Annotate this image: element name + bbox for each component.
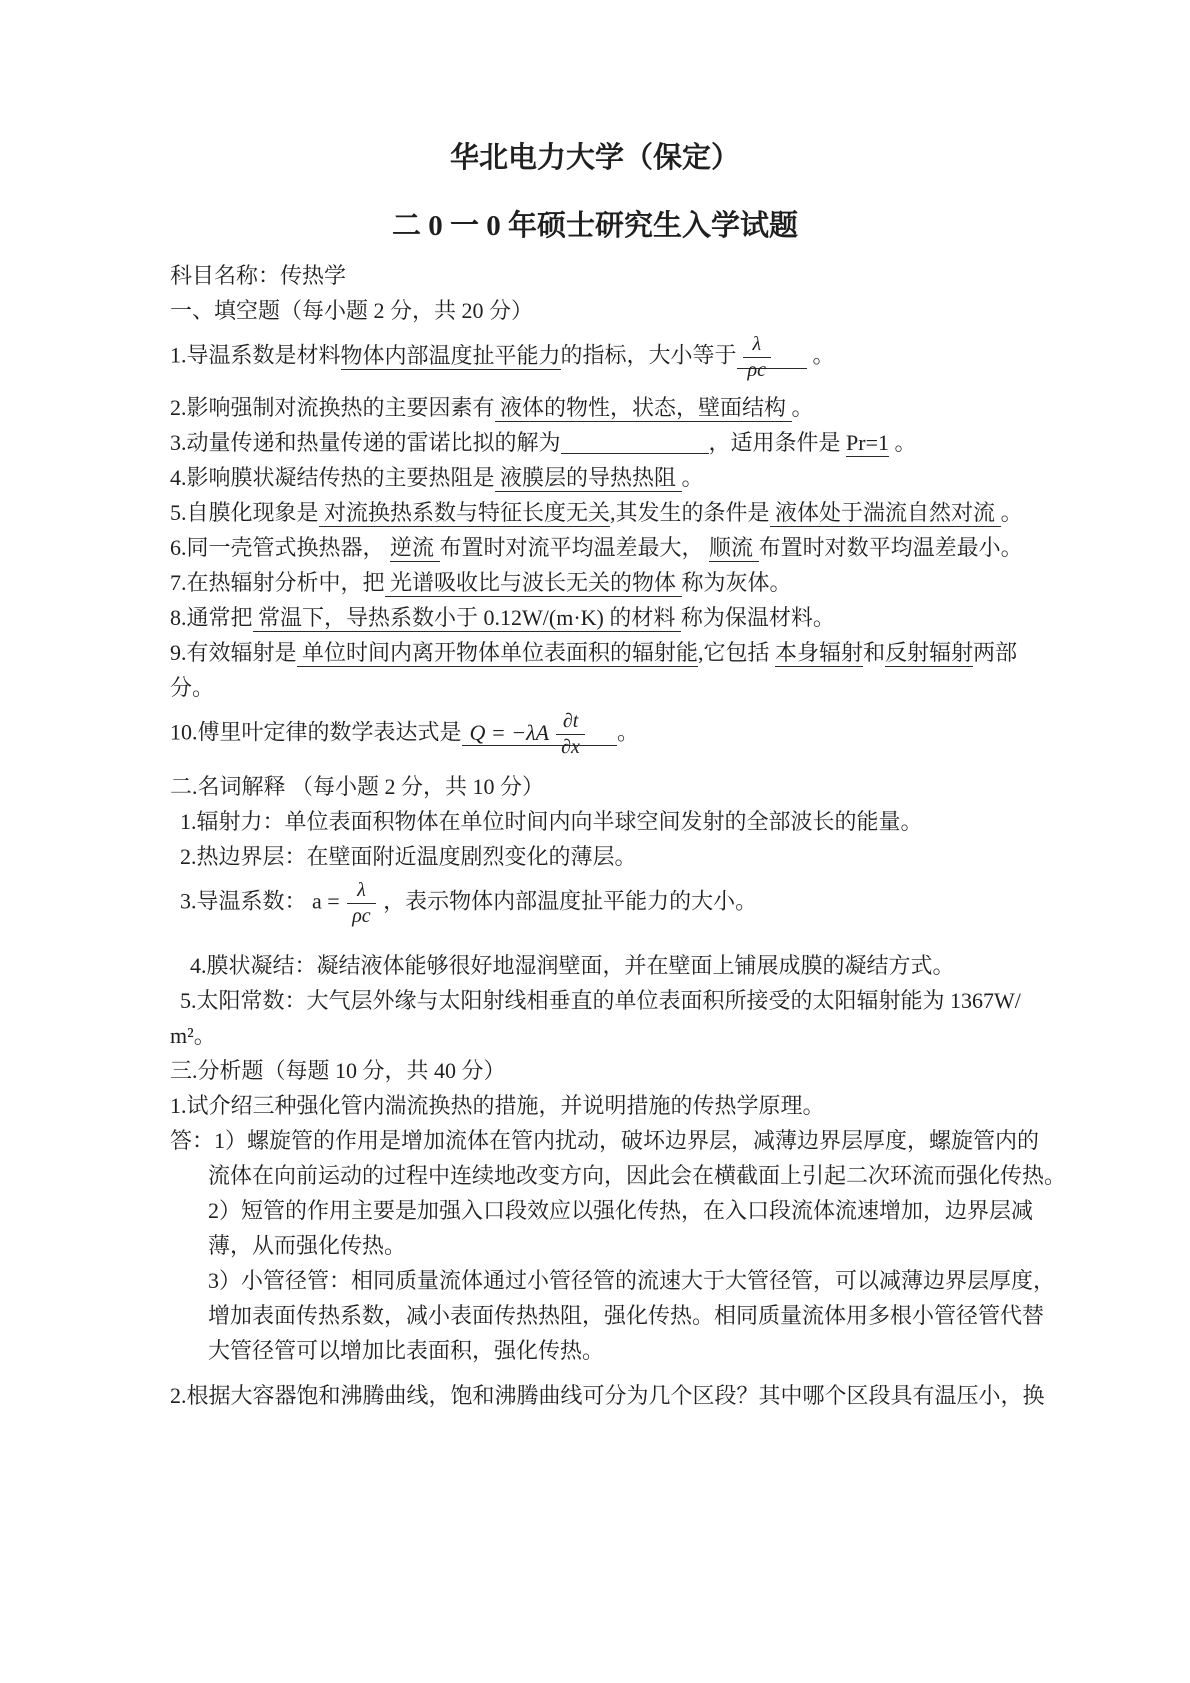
definition-item-2 xyxy=(170,839,1040,874)
text-segment: 2）短管的作用主要是加强入口段效应以强化传热，在入口段流体流速增加，边界层减 xyxy=(208,1198,1034,1223)
underlined-answer: 逆流 xyxy=(390,535,440,560)
text-segment: 。 xyxy=(791,395,814,420)
text-segment: 6.同一壳管式换热器， xyxy=(170,535,391,560)
text-segment: 3.导温系数： a = xyxy=(180,888,346,914)
text-segment: 称为灰体。 xyxy=(681,570,792,595)
text-segment: 3）小管径管：相同质量流体通过小管径管的流速大于大管径管，可以减薄边界层厚度， xyxy=(208,1268,1056,1293)
text-segment: 2.热边界层：在壁面附近温度剧烈变化的薄层。 xyxy=(180,844,637,869)
exam-title: 二 0 一 0 年硕士研究生入学试题 xyxy=(391,210,798,242)
fill-blank-item-1 xyxy=(170,333,1040,382)
text-segment: 3.动量传递和热量传递的雷诺比拟的解为 xyxy=(170,430,561,455)
analysis-question-2 xyxy=(170,1378,1045,1413)
underlined-answer: 液体处于湍流自然对流 xyxy=(769,500,1001,525)
analysis-question-1 xyxy=(170,1088,1040,1123)
underlined-answer: 对流换热系数与特征长度无关 xyxy=(318,500,611,525)
underlined-answer: 液膜层的导热热阻 xyxy=(494,465,682,490)
fraction-denominator: ρc xyxy=(747,359,767,381)
text-segment: 5.自膜化现象是 xyxy=(170,500,319,525)
underlined-answer: 物体内部温度扯平能力 xyxy=(340,342,561,368)
definition-item-4 xyxy=(170,948,1040,983)
fraction xyxy=(741,333,773,382)
section-1-heading xyxy=(170,293,1040,328)
fill-blank-item-3 xyxy=(170,425,1040,460)
definition-item-1 xyxy=(170,804,1040,839)
section-3-heading xyxy=(170,1053,1040,1088)
blank-line xyxy=(561,453,709,454)
text-segment: 三.分析题（每题 10 分，共 40 分） xyxy=(170,1058,506,1083)
section-2-heading xyxy=(170,769,1040,804)
underlined-answer: 液体的物性，状态，壁面结构 xyxy=(494,395,792,420)
text-segment: 4.膜状凝结：凝结液体能够很好地湿润壁面，并在壁面上铺展成膜的凝结方式。 xyxy=(190,953,955,978)
underlined-answer: 光谱吸收比与波长无关的物体 xyxy=(384,570,682,595)
text-segment: 布置时对流平均温差最大， xyxy=(439,535,710,560)
text-segment: ,其发生的条件是 xyxy=(610,500,770,525)
text-segment: ，适用条件是 xyxy=(708,430,847,455)
text-segment: 两部 xyxy=(973,640,1018,665)
text-segment: 称为保温材料。 xyxy=(680,605,835,630)
fill-blank-item-7 xyxy=(170,565,1040,600)
university-title: 华北电力大学（保定） xyxy=(449,142,740,174)
fraction-denominator: ∂x xyxy=(561,736,580,758)
fill-blank-item-9-wrap xyxy=(170,670,1040,705)
text-segment: 薄，从而强化传热。 xyxy=(208,1233,407,1258)
text-segment: 8.通常把 xyxy=(170,605,253,630)
fraction-numerator: ∂t xyxy=(556,710,585,735)
text-segment: 10.傅里叶定律的数学表达式是 xyxy=(170,719,462,745)
fill-blank-item-9 xyxy=(170,635,1040,670)
math-expression: Q = −λA xyxy=(469,719,555,745)
text-segment: 大管径管可以增加比表面积，强化传热。 xyxy=(208,1338,605,1363)
document-body xyxy=(170,258,1067,1413)
fraction-denominator: ρc xyxy=(352,905,371,927)
underlined-answer: 反射辐射 xyxy=(885,640,974,665)
analysis-answer-1-line-2 xyxy=(170,1158,1067,1193)
fill-blank-item-6 xyxy=(170,530,1040,565)
analysis-answer-1-line-6 xyxy=(170,1298,1045,1333)
fill-blank-item-10 xyxy=(170,710,1040,759)
underlined-answer: Pr=1 xyxy=(846,430,889,455)
underlined-formula xyxy=(462,710,617,758)
document-lines xyxy=(170,293,1067,1413)
text-segment: 分。 xyxy=(170,675,215,700)
fill-blank-item-5 xyxy=(170,495,1040,530)
text-segment: 的指标，大小等于 xyxy=(560,342,737,368)
underlined-answer: 本身辐射 xyxy=(775,640,864,665)
definition-item-5-wrap xyxy=(170,1018,1040,1053)
text-segment: 1.辐射力：单位表面积物体在单位时间内向半球空间发射的全部波长的能量。 xyxy=(180,809,923,834)
fraction xyxy=(345,879,377,928)
subject-line: 科目名称：传热学 xyxy=(170,263,347,288)
fraction-numerator: λ xyxy=(347,879,375,904)
analysis-answer-1-line-7 xyxy=(170,1333,1040,1368)
underlined-answer: 顺流 xyxy=(709,535,759,560)
fraction-numerator: λ xyxy=(743,333,771,358)
text-segment: 一、填空题（每小题 2 分，共 20 分） xyxy=(170,298,534,323)
text-segment: 二.名词解释 （每小题 2 分，共 10 分） xyxy=(170,774,545,799)
text-segment: m²。 xyxy=(170,1023,216,1048)
analysis-answer-1-line-3 xyxy=(170,1193,1040,1228)
fill-blank-item-8 xyxy=(170,600,1040,635)
definition-item-3 xyxy=(170,879,1040,928)
document-header xyxy=(0,138,1190,246)
text-segment: 。 xyxy=(889,430,917,455)
text-segment: 答：1）螺旋管的作用是增加流体在管内扰动，破坏边界层，减薄边界层厚度，螺旋管内的 xyxy=(170,1128,1040,1153)
analysis-answer-1-line-5 xyxy=(170,1263,1056,1298)
text-segment: 4.影响膜状凝结传热的主要热阻是 xyxy=(170,465,495,490)
text-segment: 2.影响强制对流换热的主要因素有 xyxy=(170,395,495,420)
text-segment: 。 xyxy=(681,465,704,490)
text-segment: 。 xyxy=(616,719,639,745)
underlined-answer: 单位时间内离开物体单位表面积的辐射能 xyxy=(296,640,699,665)
text-segment: 布置时对数平均温差最小。 xyxy=(758,535,1023,560)
text-segment: 流体在向前运动的过程中连续地改变方向，因此会在横截面上引起二次环流而强化传热。 xyxy=(208,1163,1067,1188)
text-segment: 增加表面传热系数，减小表面传热热阻，强化传热。相同质量流体用多根小管径管代替 xyxy=(208,1303,1045,1328)
text-segment: 和 xyxy=(863,640,886,665)
analysis-answer-1-line-4 xyxy=(170,1228,1040,1263)
text-segment: 2.根据大容器饱和沸腾曲线，饱和沸腾曲线可分为几个区段？其中哪个区段具有温压小，换 xyxy=(170,1383,1045,1408)
text-segment: ，表示物体内部温度扯平能力的大小。 xyxy=(377,888,758,914)
text-segment: 9.有效辐射是 xyxy=(170,640,297,665)
text-segment: 。 xyxy=(1000,500,1023,525)
fill-blank-item-4 xyxy=(170,460,1040,495)
definition-item-5 xyxy=(170,983,1040,1018)
analysis-answer-1-line-1 xyxy=(170,1123,1040,1158)
text-segment: 5.太阳常数：大气层外缘与太阳射线相垂直的单位表面积所接受的太阳辐射能为 1367W/ xyxy=(180,988,1021,1013)
underlined-answer: 常温下，导热系数小于 0.12W/(m·K) 的材料 xyxy=(252,605,681,630)
text-segment: 。 xyxy=(807,342,835,368)
text-segment: 1.导温系数是材料 xyxy=(170,342,341,368)
fill-blank-item-2 xyxy=(170,390,1040,425)
text-segment: 7.在热辐射分析中，把 xyxy=(170,570,385,595)
text-segment: 1.试介绍三种强化管内湍流换热的措施，并说明措施的传热学原理。 xyxy=(170,1093,825,1118)
text-segment: ,它包括 xyxy=(698,640,776,665)
fraction xyxy=(554,710,587,759)
